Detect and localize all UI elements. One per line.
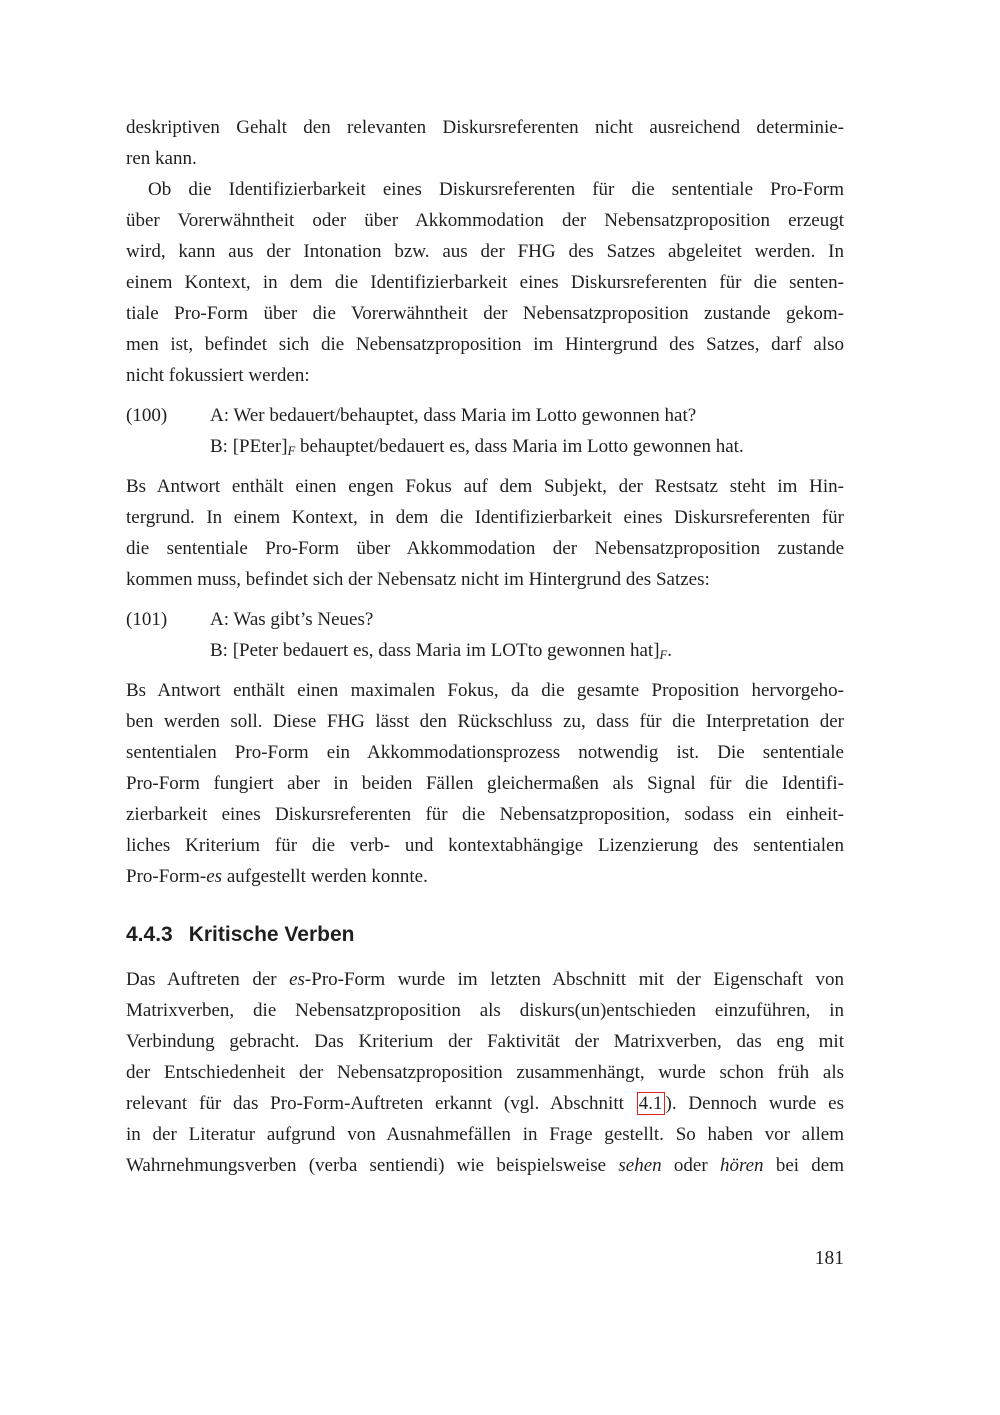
text-line: Wahrnehmungsverben (verba sentiendi) wie beispielsweise sehen oder hören bei dem [126,1155,844,1176]
text-line: Matrixverben, die Nebensatzproposition als diskurs(un)entschieden einzuführen, in [126,1000,844,1021]
section-number: 4.4.3 [126,923,173,946]
text-line: Bs Antwort enthält einen maximalen Fokus, da die gesamte Proposition hervorgeho- [126,680,844,701]
paragraph [126,174,844,391]
text-line: Das Auftreten der es-Pro-Form wurde im letzten Abschnitt mit der Eigenschaft von [126,969,845,990]
section-title: Kritische Verben [188,923,355,946]
text-line: der Entschiedenheit der Nebensatzproposition zusammenhängt, wurde schon früh als [126,1062,844,1083]
text-line: Bs Antwort enthält einen engen Fokus auf dem Subjekt, der Restsatz steht im Hin- [126,476,844,497]
text-line: Pro-Form-es aufgestellt werden konnte. [126,866,428,887]
example-line: B: [Peter bedauert es, dass Maria im LOTto gewonnen $hat]_F$. [210,640,672,663]
text-line: kommen muss, befindet sich der Nebensatz nicht im Hintergrund des Satzes: [126,569,710,590]
text-line: ren kann. [126,148,197,169]
page-number: 181 [814,1248,844,1269]
text-line: deskriptiven Gehalt den relevanten Diskursreferenten nicht ausreichend determinie- [126,117,844,138]
paragraph [126,964,844,1181]
example-number: (101) [126,609,168,630]
section-ref-link[interactable]: 4.1 [638,1093,663,1114]
text-line: tiale Pro-Form über die Vorerwähntheit der Nebensatzproposition zustande gekom- [126,303,844,324]
paragraph [126,471,844,595]
italic-text: sehen [618,1155,662,1176]
text-line: relevant für das Pro-Form-Auftreten erkannt (vgl. Abschnitt 4.1 ). Dennoch wurde es [126,1093,844,1114]
italic-text: es [289,969,305,990]
text-line: Verbindung gebracht. Das Kriterium der Faktivität der Matrixverben, das eng mit [126,1031,844,1052]
text-line: Ob die Identifizierbarkeit eines Diskursreferenten für die sententiale Pro-Form [148,179,844,200]
italic-text: hören [719,1155,764,1176]
text-line: einem Kontext, in dem die Identifizierbarkeit eines Diskursreferenten für die senten- [126,272,844,293]
focus-subscript: F [287,444,296,459]
example-body [210,400,844,462]
example-line: B: $[PEter]_F$ behauptet/bedauert es, dass Maria im Lotto gewonnen hat. [210,436,744,459]
paragraph [126,112,844,174]
numbered-example [126,400,844,462]
example-number: (100) [126,405,168,426]
text-line: nicht fokussiert werden: [126,365,310,386]
numbered-example [126,604,844,666]
text-line: men ist, befindet sich die Nebensatzproposition im Hintergrund des Satzes, darf also [126,334,844,355]
italic-text: es [206,866,223,887]
text-line: tergrund. In einem Kontext, in dem die Identifizierbarkeit eines Diskursreferenten für [126,507,844,528]
text-line: in der Literatur aufgrund von Ausnahmefällen in Frage gestellt. So haben vor allem [126,1124,844,1145]
text-line: liches Kriterium für die verb- und kontextabhängige Lizenzierung des sententialen [126,835,844,856]
text-line: über Vorerwähntheit oder über Akkommodation der Nebensatzproposition erzeugt [126,210,844,231]
example-body [210,604,844,666]
example-line: A: Wer bedauert/behauptet, dass Maria im Lotto gewonnen hat? [210,405,697,426]
text-line: Pro-Form fungiert aber in beiden Fällen gleichermaßen als Signal für die Identifi- [126,773,844,794]
paragraph [126,675,844,892]
text-line: ben werden soll. Diese FHG lässt den Rückschluss zu, dass für die Interpretation der [126,711,844,732]
example-line: A: Was gibt’s Neues? [210,609,374,630]
page-content [126,112,844,1181]
focus-subscript: F [659,648,668,663]
text-line: zierbarkeit eines Diskursreferenten für die Nebensatzproposition, sodass ein einheit- [126,804,844,825]
text-line: sententialen Pro-Form ein Akkommodationsprozess notwendig ist. Die sententiale [126,742,844,763]
section-heading [126,919,844,950]
text-line: wird, kann aus der Intonation bzw. aus der FHG des Satzes abgeleitet werden. In [126,241,844,262]
text-line: die sententiale Pro-Form über Akkommodation der Nebensatzproposition zustande [126,538,844,559]
